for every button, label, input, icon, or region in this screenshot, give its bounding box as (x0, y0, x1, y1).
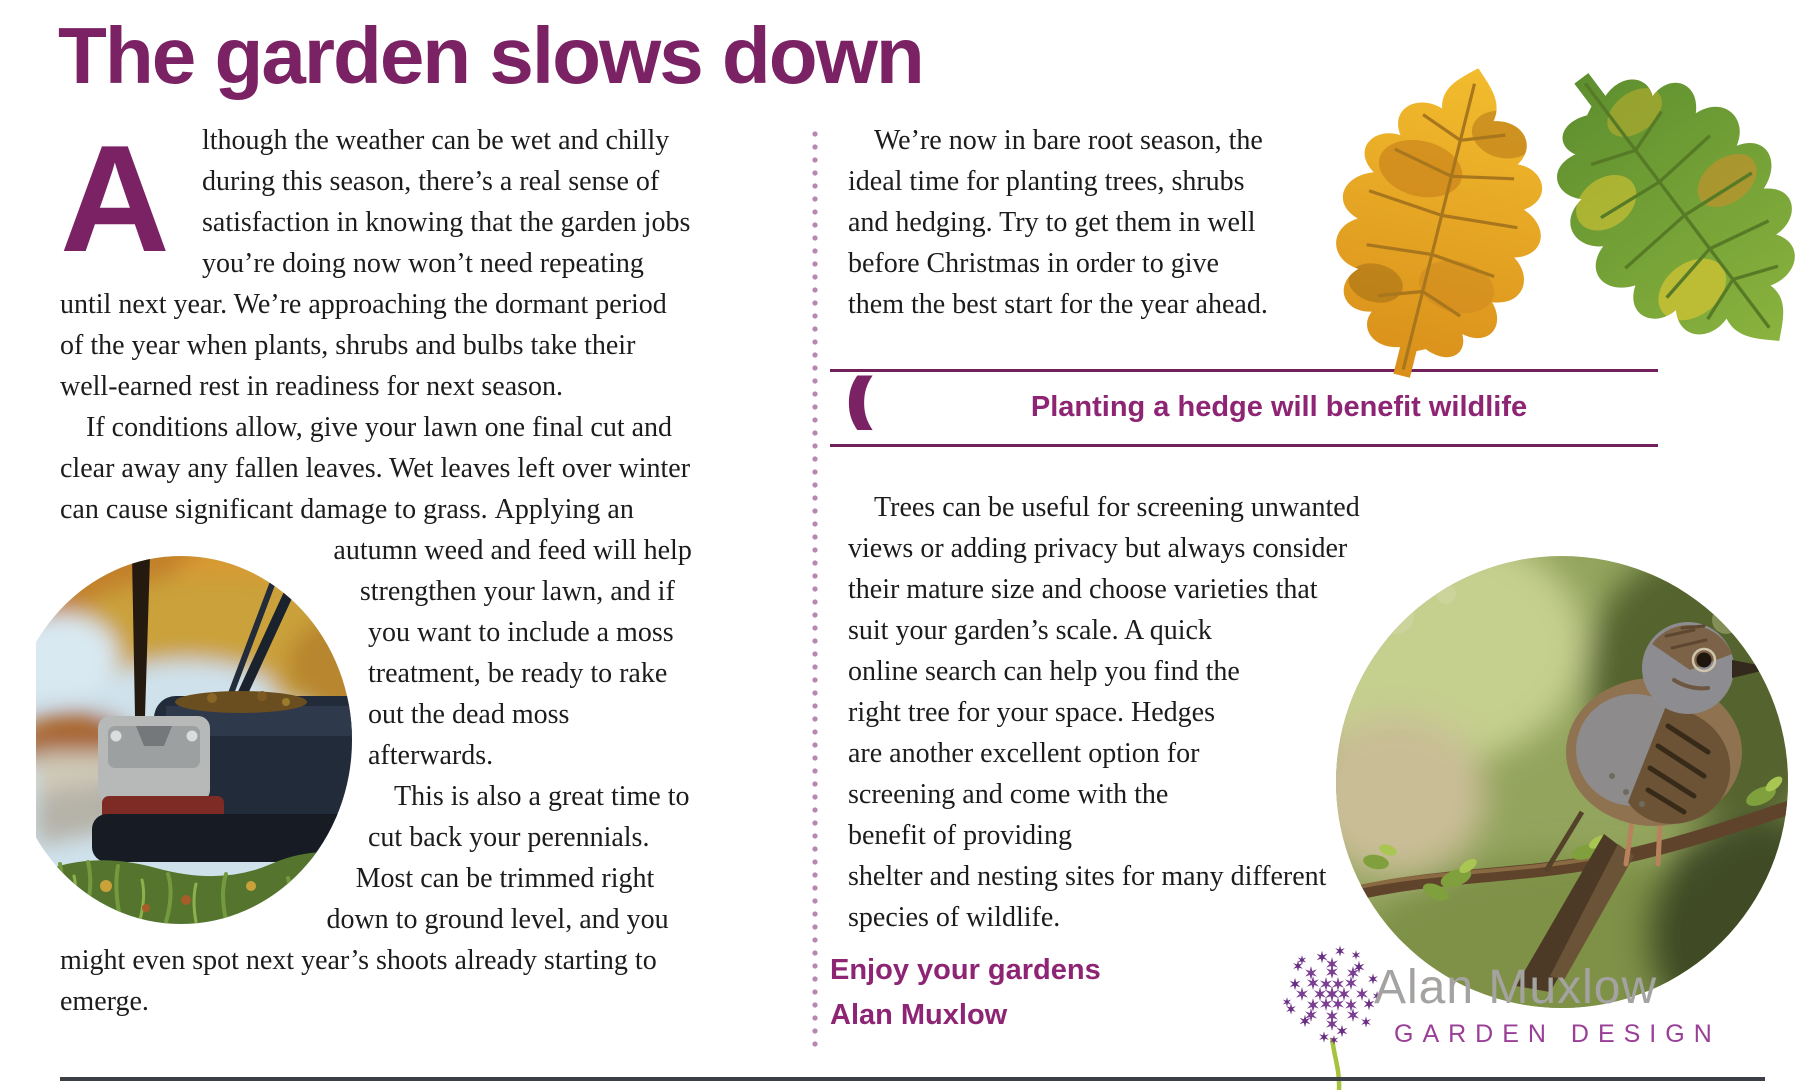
logo-tagline: GARDEN DESIGN (1394, 1020, 1721, 1048)
left-paragraph-3: This is also a great time to cut back your perennials. Most can be trimmed right down to ground level, and you might even spot next year’s shoots already starting to emerge. (60, 781, 690, 1017)
sign-off-line-2: Alan Muxlow (830, 999, 1008, 1031)
orange-oak-leaf (1287, 35, 1593, 410)
lawnmower-photo (10, 556, 352, 924)
left-paragraph-1-text: lthough the weather can be wet and chilly during this season, there’s a real sense of satisfaction in knowing that the garden jobs you’re doing now won’t need repeating until next year. We’re approaching the dormant period of the year when plants, shrubs and bulbs take their well-earned rest in readiness for next season. (60, 125, 691, 402)
logo-name: Alan Muxlow (1374, 961, 1658, 1014)
garden-design-logo (1282, 942, 1782, 1090)
drop-cap: A (60, 114, 170, 284)
dotted-column-divider (812, 128, 818, 1048)
bottom-rule (60, 1077, 1765, 1081)
page-title: The garden slows down (58, 11, 923, 100)
right-paragraph-2b: suit your garden’s scale. A quick online search can help you find the right tree for your space. Hedges are another excellent option for screening and come with the benefit of providing (848, 615, 1240, 851)
left-paragraph-2b-text: Applying an autumn weed and feed will help strengthen your lawn, and if you want to include a moss treatment, be ready to rake out the dead moss afterwards. (333, 494, 692, 771)
right-paragraph-2a: Trees can be useful for screening unwanted views or adding privacy but always consider their mature size and choose varieties that (848, 492, 1360, 605)
dunnock-bird-photo (1336, 556, 1788, 1008)
left-paragraph-1 (60, 114, 692, 407)
left-paragraph-2a-text: If conditions allow, give your lawn one final cut and clear away any fallen leaves. Wet leaves left over winter can cause significant damage to grass. (60, 412, 691, 525)
autumn-oak-leaves-image (1268, 28, 1811, 448)
left-paragraph-2 (60, 407, 692, 776)
sign-off-line-1: Enjoy your gardens (830, 954, 1101, 986)
pull-quote-text: Planting a hedge will benefit wildlife (1030, 391, 1528, 423)
quote-mark-icon: (( (846, 366, 861, 431)
right-paragraph-1: We’re now in bare root season, the ideal time for planting trees, shrubs and hedging. Try to get them in well before Christmas in order to give them the best start for the year ahead. (848, 125, 1268, 320)
right-paragraph-2c: shelter and nesting sites for many different species of wildlife. (848, 861, 1327, 933)
left-column (60, 114, 692, 1022)
